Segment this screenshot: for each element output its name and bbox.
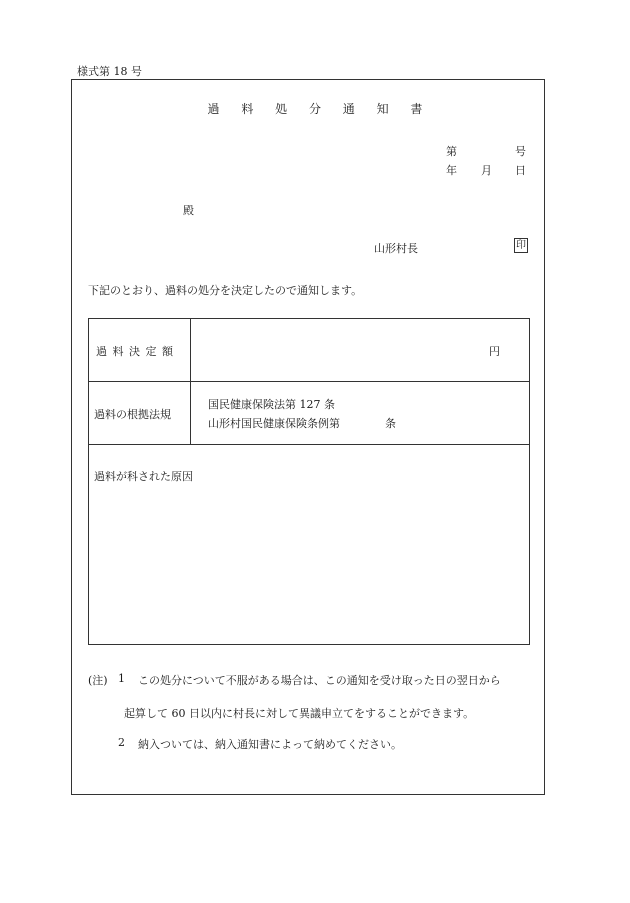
note1-line1: この処分について不服がある場合は、この通知を受け取った日の翌日から <box>138 674 501 687</box>
basis-law-line2-prefix: 山形村国民健康保険条例第 <box>208 417 340 430</box>
note2-number: 2 <box>118 736 125 749</box>
number-prefix: 第 <box>446 145 457 158</box>
number-suffix: 号 <box>515 145 526 158</box>
note1-number: 1 <box>118 672 125 685</box>
seal-mark: 印 <box>516 240 526 251</box>
form-number: 様式第 18 号 <box>77 65 142 78</box>
basis-law-line1: 国民健康保険法第 127 条 <box>208 398 335 411</box>
amount-unit: 円 <box>489 345 500 358</box>
note2-text: 納入ついては、納入通知書によって納めてください。 <box>138 738 402 751</box>
date-year: 年 <box>446 164 457 177</box>
date-month: 月 <box>481 164 492 177</box>
document-title: 過 料 処 分 通 知 書 <box>207 102 432 116</box>
table-column-divider <box>190 319 191 444</box>
issuer-name: 山形村長 <box>374 242 418 255</box>
detail-table <box>88 318 530 645</box>
date-day: 日 <box>515 164 526 177</box>
reason-label: 過料が科された原因 <box>94 470 193 483</box>
basis-label: 過料の根拠法規 <box>94 408 171 421</box>
addressee-suffix: 殿 <box>183 204 194 217</box>
intro-text: 下記のとおり、過料の処分を決定したので通知します。 <box>88 284 363 297</box>
basis-law-line2-suffix: 条 <box>385 417 396 430</box>
notes-label: (注) <box>88 674 108 687</box>
note1-line2: 起算して 60 日以内に村長に対して異議申立てをすることができます。 <box>124 707 475 720</box>
amount-label: 過 料 決 定 額 <box>96 345 174 358</box>
